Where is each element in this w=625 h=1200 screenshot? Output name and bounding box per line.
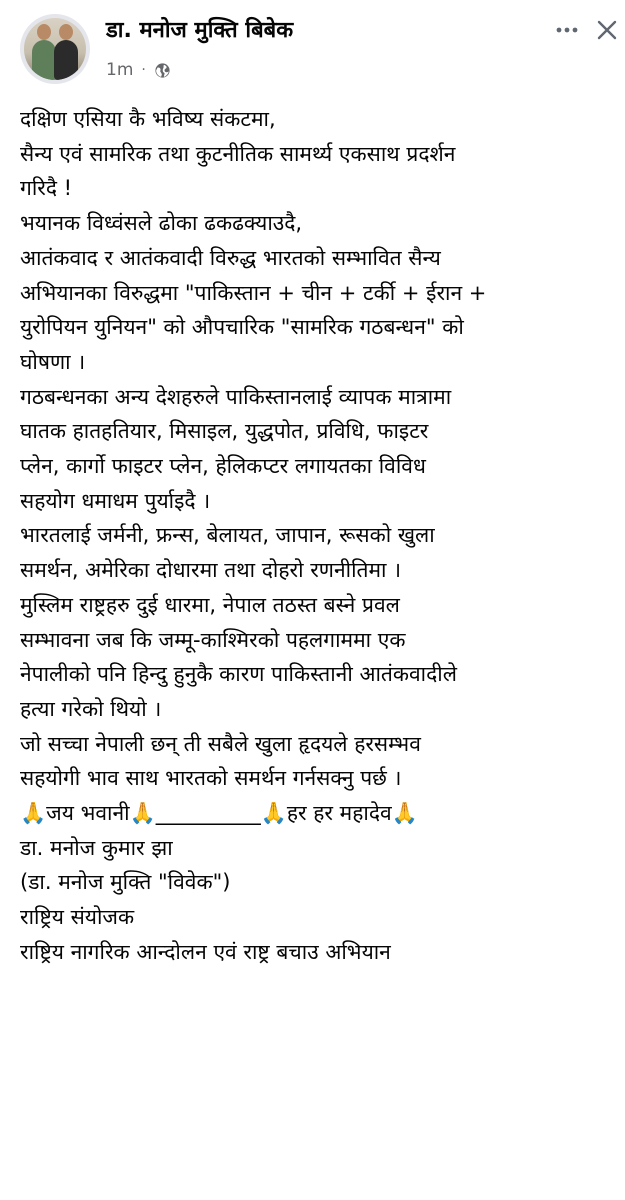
more-options-button[interactable]	[555, 18, 579, 42]
post-line: भयानक विध्वंसले ढोका ढकढक्याउदै,	[20, 211, 303, 236]
close-button[interactable]	[595, 18, 619, 42]
post-line: सम्भावना जब कि जम्मू-काश्मिरको पहलगाममा एक	[20, 627, 406, 652]
signature-alias: (डा. मनोज मुक्ति "विवेक")	[20, 870, 231, 895]
post-line: हत्या गरेको थियो ।	[20, 696, 162, 721]
post-line: सहयोग धमाधम पुर्याइदै ।	[20, 488, 211, 513]
avatar-person-right	[54, 40, 78, 80]
author-name[interactable]: डा. मनोज मुक्ति बिबेक	[106, 18, 294, 43]
post-line: 🙏जय भवानी🙏__________🙏हर हर महादेव🙏	[20, 801, 418, 826]
post-line: घोषणा ।	[20, 349, 86, 374]
signature-organization: राष्ट्रिय नागरिक आन्दोलन एवं राष्ट्र बचाउ अभियान	[20, 939, 391, 964]
meta-separator: ·	[141, 62, 146, 78]
signature-name: डा. मनोज कुमार झा	[20, 835, 173, 860]
signature-role: राष्ट्रिय संयोजक	[20, 905, 135, 930]
post-line: युरोपियन युनियन" को औपचारिक "सामरिक गठबन्धन" को	[20, 315, 464, 340]
post-line: प्लेन, कार्गो फाइटर प्लेन, हेलिकप्टर लगायतका विविध	[20, 454, 426, 479]
post-line: सैन्य एवं सामरिक तथा कुटनीतिक सामर्थ्य एकसाथ प्रदर्शन	[20, 141, 456, 166]
timestamp[interactable]: 1m	[106, 60, 134, 80]
post-line: अभियानका विरुद्धमा "पाकिस्तान + चीन + टर्की + ईरान +	[20, 280, 487, 305]
post-line: जो सच्चा नेपाली छन् ती सबैले खुला हृदयले हरसम्भव	[20, 731, 421, 756]
post-line: आतंकवाद र आतंकवादी विरुद्ध भारतको सम्भावित सैन्य	[20, 245, 441, 270]
post-line: घातक हातहतियार, मिसाइल, युद्धपोत, प्रविधि, फाइटर	[20, 419, 429, 444]
post-line: गठबन्धनका अन्य देशहरुले पाकिस्तानलाई व्यापक मात्रामा	[20, 384, 452, 409]
avatar-person-left	[32, 40, 56, 80]
post-line: मुस्लिम राष्ट्रहरु दुई धारमा, नेपाल तठस्त बस्ने प्रवल	[20, 592, 400, 617]
post-line: सहयोगी भाव साथ भारतको समर्थन गर्नसक्नु पर्छ ।	[20, 766, 402, 791]
avatar[interactable]	[20, 14, 90, 84]
close-icon	[595, 18, 619, 42]
post-header	[0, 0, 625, 96]
post-line: गरिदै !	[20, 176, 73, 201]
post-line: समर्थन, अमेरिका दोधारमा तथा दोहरो रणनीतिमा ।	[20, 558, 402, 583]
post-meta	[106, 60, 171, 80]
post-line: दक्षिण एसिया कै भविष्य संकटमा,	[20, 107, 276, 131]
globe-icon	[154, 62, 171, 79]
post-line: भारतलाई जर्मनी, फ्रन्स, बेलायत, जापान, रूसको खुला	[20, 523, 435, 548]
more-horizontal-icon	[555, 18, 579, 42]
post-text	[20, 102, 620, 970]
avatar-photo	[24, 18, 86, 80]
post-line: नेपालीको पनि हिन्दु हुनुकै कारण पाकिस्तानी आतंकवादीले	[20, 662, 457, 687]
